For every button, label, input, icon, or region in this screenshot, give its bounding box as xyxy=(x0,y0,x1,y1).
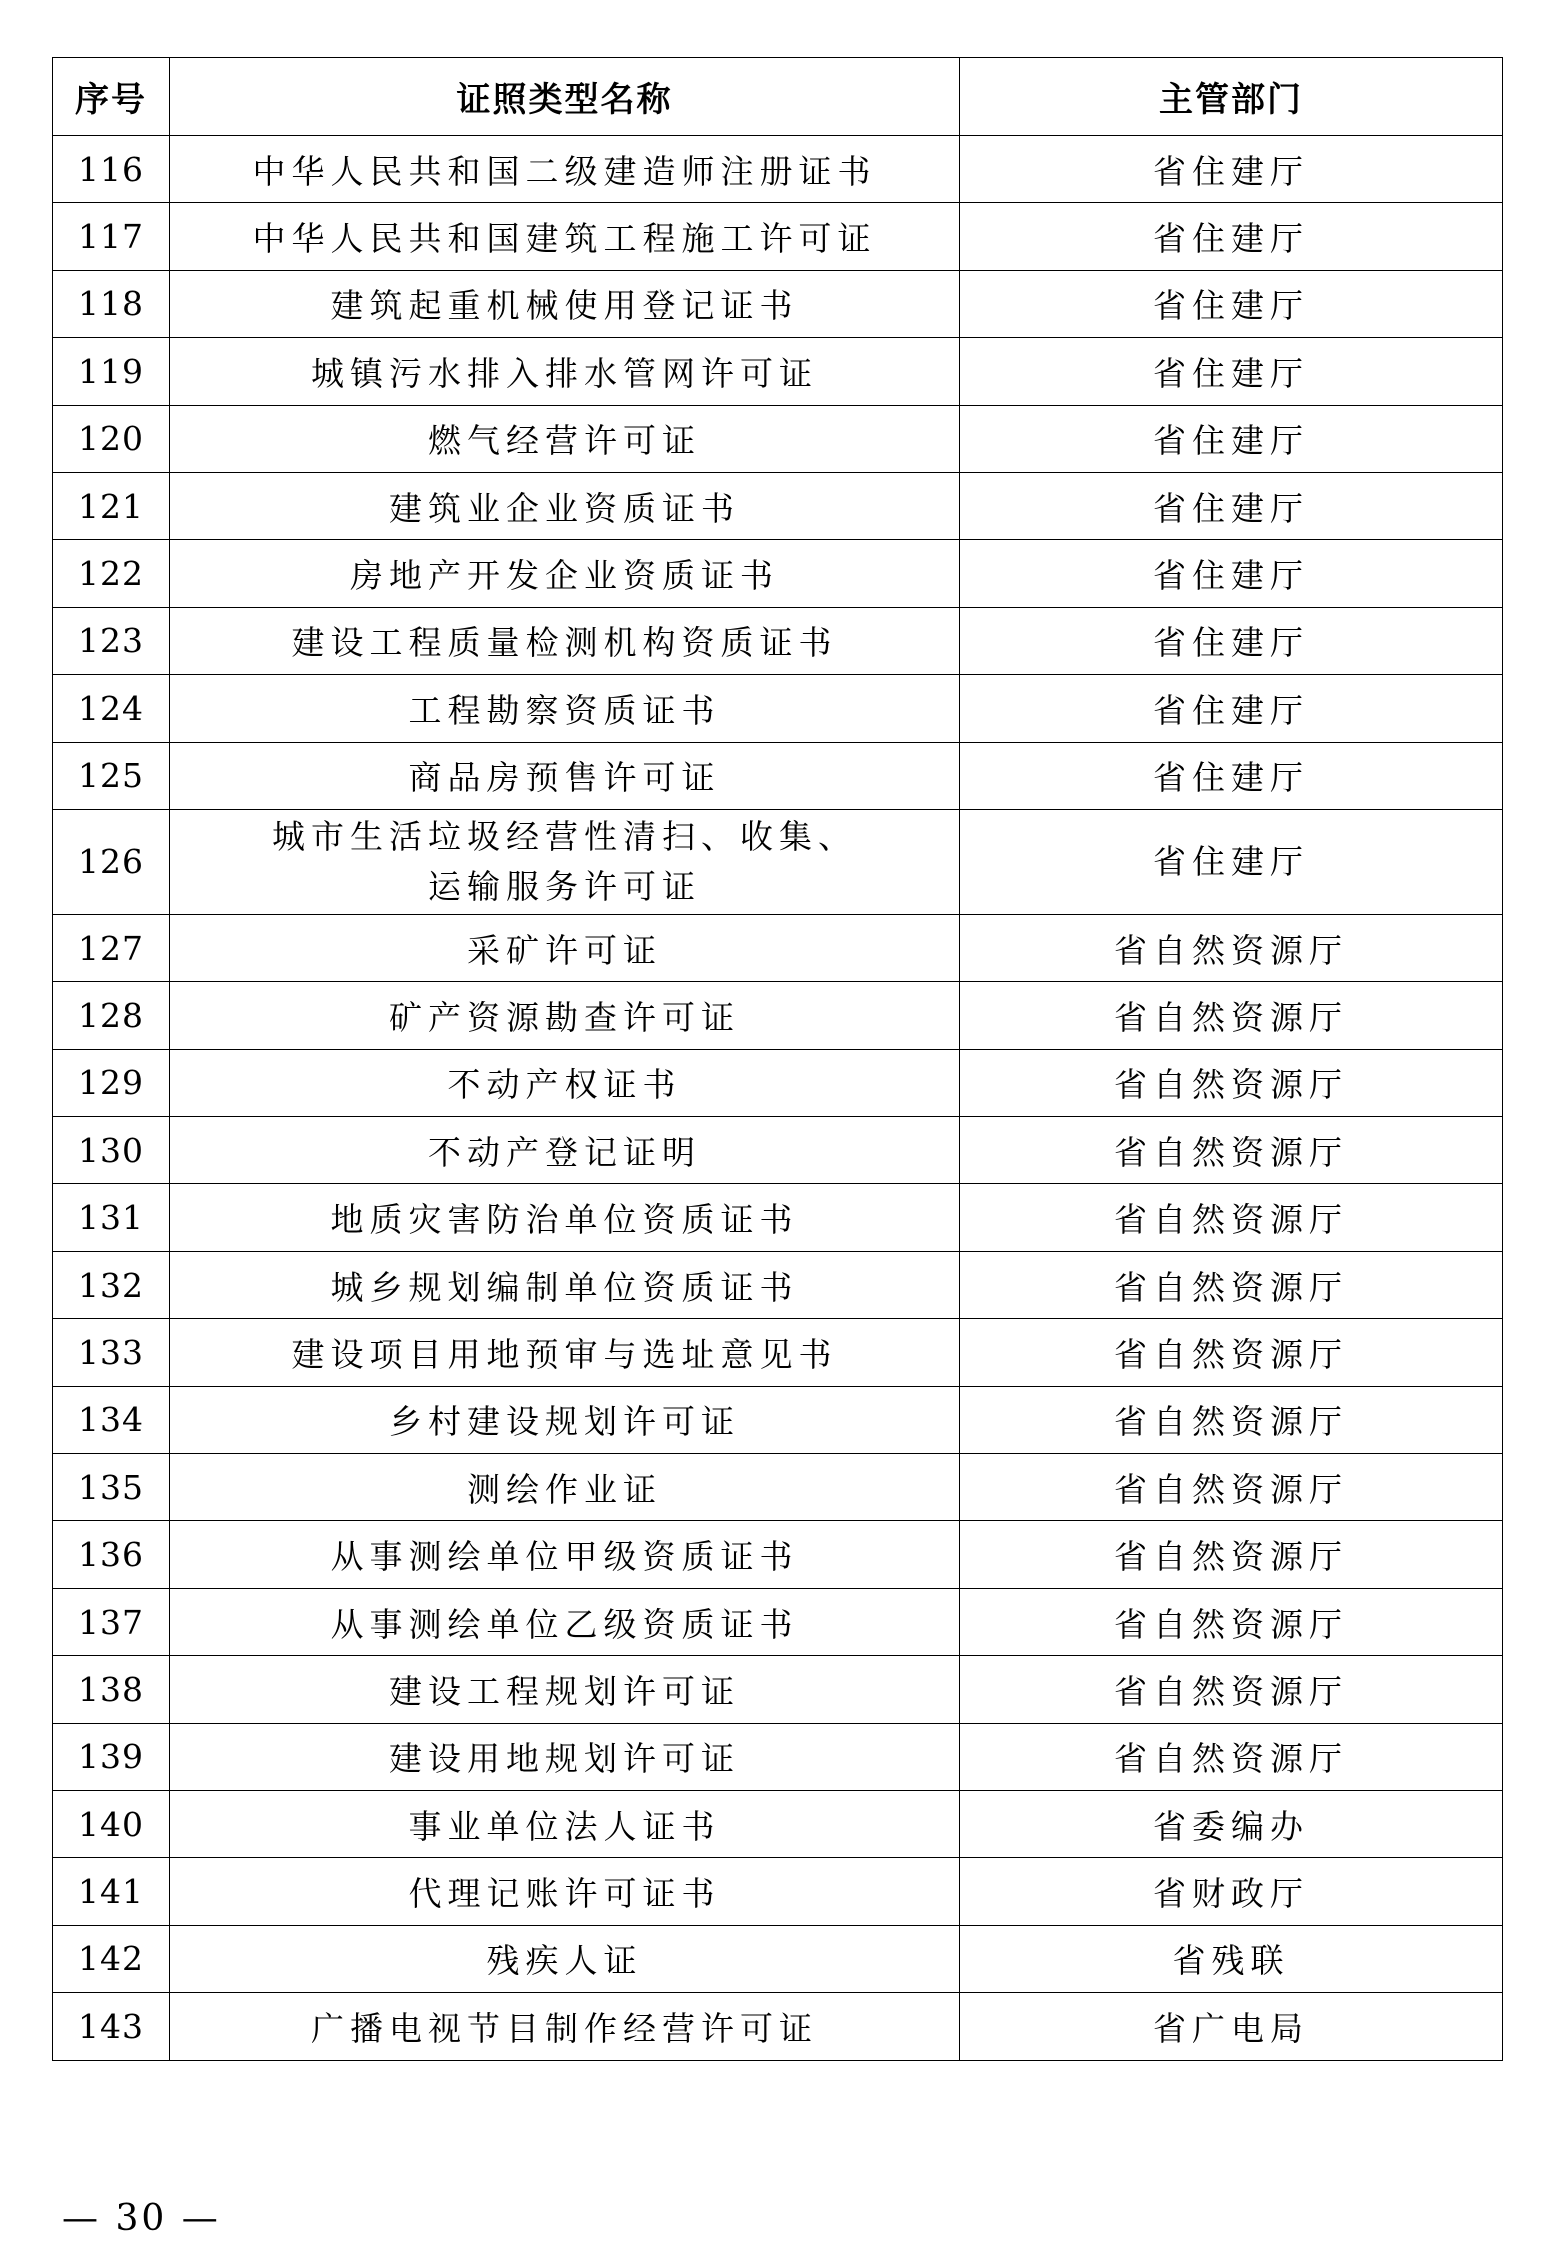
cell-certificate-name: 城镇污水排入排水管网许可证 xyxy=(170,338,960,405)
cell-serial-number: 116 xyxy=(53,136,170,203)
cell-department: 省住建厅 xyxy=(960,203,1503,270)
cell-department: 省自然资源厅 xyxy=(960,1454,1503,1521)
cell-certificate-name: 建筑业企业资质证书 xyxy=(170,472,960,539)
cell-department: 省住建厅 xyxy=(960,809,1503,914)
cell-department: 省残联 xyxy=(960,1925,1503,1992)
cell-serial-number: 143 xyxy=(53,1993,170,2060)
cell-certificate-name: 广播电视节目制作经营许可证 xyxy=(170,1993,960,2060)
table-row xyxy=(53,1386,1503,1453)
cell-serial-number: 118 xyxy=(53,270,170,337)
table-row xyxy=(53,136,1503,203)
certificate-table xyxy=(52,57,1503,2061)
cell-serial-number: 138 xyxy=(53,1656,170,1723)
table-row xyxy=(53,742,1503,809)
cell-certificate-name: 事业单位法人证书 xyxy=(170,1790,960,1857)
cell-department: 省自然资源厅 xyxy=(960,1049,1503,1116)
cell-certificate-name: 城乡规划编制单位资质证书 xyxy=(170,1251,960,1318)
cell-serial-number: 124 xyxy=(53,675,170,742)
cell-serial-number: 126 xyxy=(53,809,170,914)
cell-certificate-name: 商品房预售许可证 xyxy=(170,742,960,809)
table-row xyxy=(53,1790,1503,1857)
cell-certificate-name: 采矿许可证 xyxy=(170,914,960,981)
table-body xyxy=(53,136,1503,2061)
table-row xyxy=(53,203,1503,270)
cell-department: 省自然资源厅 xyxy=(960,1723,1503,1790)
cell-serial-number: 125 xyxy=(53,742,170,809)
cell-certificate-name: 建设工程规划许可证 xyxy=(170,1656,960,1723)
table-row xyxy=(53,1049,1503,1116)
table-row xyxy=(53,1454,1503,1521)
cell-certificate-name: 不动产权证书 xyxy=(170,1049,960,1116)
cell-department: 省住建厅 xyxy=(960,540,1503,607)
cell-certificate-name: 工程勘察资质证书 xyxy=(170,675,960,742)
cell-certificate-name: 燃气经营许可证 xyxy=(170,405,960,472)
cell-department: 省自然资源厅 xyxy=(960,1184,1503,1251)
cell-serial-number: 129 xyxy=(53,1049,170,1116)
cell-serial-number: 117 xyxy=(53,203,170,270)
header-department: 主管部门 xyxy=(960,58,1503,136)
cell-certificate-name: 从事测绘单位甲级资质证书 xyxy=(170,1521,960,1588)
table-row xyxy=(53,607,1503,674)
cell-certificate-name: 地质灾害防治单位资质证书 xyxy=(170,1184,960,1251)
table-row xyxy=(53,1319,1503,1386)
cell-certificate-name: 代理记账许可证书 xyxy=(170,1858,960,1925)
cell-certificate-name: 房地产开发企业资质证书 xyxy=(170,540,960,607)
table-row xyxy=(53,1117,1503,1184)
page-number: — 30 — xyxy=(62,2198,221,2239)
cell-serial-number: 134 xyxy=(53,1386,170,1453)
cell-serial-number: 128 xyxy=(53,982,170,1049)
cell-serial-number: 123 xyxy=(53,607,170,674)
cell-serial-number: 137 xyxy=(53,1588,170,1655)
cell-department: 省自然资源厅 xyxy=(960,1319,1503,1386)
cell-department: 省自然资源厅 xyxy=(960,1251,1503,1318)
table-row xyxy=(53,1858,1503,1925)
cell-certificate-name: 乡村建设规划许可证 xyxy=(170,1386,960,1453)
cell-department: 省自然资源厅 xyxy=(960,1386,1503,1453)
table-row xyxy=(53,540,1503,607)
cell-serial-number: 133 xyxy=(53,1319,170,1386)
cell-certificate-name xyxy=(170,809,960,914)
cell-department: 省委编办 xyxy=(960,1790,1503,1857)
cell-certificate-name: 矿产资源勘查许可证 xyxy=(170,982,960,1049)
cell-serial-number: 141 xyxy=(53,1858,170,1925)
table-row xyxy=(53,270,1503,337)
table-row xyxy=(53,1588,1503,1655)
header-certificate-name: 证照类型名称 xyxy=(170,58,960,136)
cell-serial-number: 130 xyxy=(53,1117,170,1184)
cell-serial-number: 119 xyxy=(53,338,170,405)
table-row xyxy=(53,675,1503,742)
cell-department: 省住建厅 xyxy=(960,270,1503,337)
table-row xyxy=(53,472,1503,539)
cell-department: 省住建厅 xyxy=(960,472,1503,539)
cell-department: 省自然资源厅 xyxy=(960,1588,1503,1655)
table-row xyxy=(53,1656,1503,1723)
table-row xyxy=(53,982,1503,1049)
cell-department: 省住建厅 xyxy=(960,675,1503,742)
cell-serial-number: 120 xyxy=(53,405,170,472)
cell-certificate-name: 残疾人证 xyxy=(170,1925,960,1992)
cell-serial-number: 122 xyxy=(53,540,170,607)
cell-department: 省广电局 xyxy=(960,1993,1503,2060)
cell-department: 省自然资源厅 xyxy=(960,914,1503,981)
cell-serial-number: 139 xyxy=(53,1723,170,1790)
cell-certificate-name: 建设用地规划许可证 xyxy=(170,1723,960,1790)
cell-certificate-name: 中华人民共和国建筑工程施工许可证 xyxy=(170,203,960,270)
cell-serial-number: 136 xyxy=(53,1521,170,1588)
cell-certificate-name: 从事测绘单位乙级资质证书 xyxy=(170,1588,960,1655)
cell-certificate-name: 不动产登记证明 xyxy=(170,1117,960,1184)
cell-certificate-name: 建设工程质量检测机构资质证书 xyxy=(170,607,960,674)
cell-serial-number: 142 xyxy=(53,1925,170,1992)
cell-serial-number: 135 xyxy=(53,1454,170,1521)
table-row xyxy=(53,1521,1503,1588)
table-row xyxy=(53,1925,1503,1992)
cell-department: 省自然资源厅 xyxy=(960,1656,1503,1723)
cell-department: 省住建厅 xyxy=(960,136,1503,203)
table-row xyxy=(53,1184,1503,1251)
cell-serial-number: 127 xyxy=(53,914,170,981)
table-row xyxy=(53,809,1503,914)
cell-certificate-name: 建设项目用地预审与选址意见书 xyxy=(170,1319,960,1386)
table-row xyxy=(53,1251,1503,1318)
cell-certificate-name-line1: 城市生活垃圾经营性清扫、收集、 xyxy=(272,816,857,856)
cell-serial-number: 131 xyxy=(53,1184,170,1251)
cell-serial-number: 121 xyxy=(53,472,170,539)
cell-certificate-name: 测绘作业证 xyxy=(170,1454,960,1521)
cell-certificate-name: 建筑起重机械使用登记证书 xyxy=(170,270,960,337)
cell-department: 省自然资源厅 xyxy=(960,1521,1503,1588)
cell-certificate-name: 中华人民共和国二级建造师注册证书 xyxy=(170,136,960,203)
table-row xyxy=(53,1723,1503,1790)
cell-serial-number: 132 xyxy=(53,1251,170,1318)
cell-department: 省住建厅 xyxy=(960,607,1503,674)
table-row xyxy=(53,405,1503,472)
cell-department: 省住建厅 xyxy=(960,405,1503,472)
cell-department: 省住建厅 xyxy=(960,742,1503,809)
cell-department: 省自然资源厅 xyxy=(960,1117,1503,1184)
cell-department: 省住建厅 xyxy=(960,338,1503,405)
table-header-row xyxy=(53,58,1503,136)
table-row xyxy=(53,338,1503,405)
cell-department: 省自然资源厅 xyxy=(960,982,1503,1049)
table-row xyxy=(53,914,1503,981)
table-row xyxy=(53,1993,1503,2060)
cell-department: 省财政厅 xyxy=(960,1858,1503,1925)
cell-certificate-name-line2: 运输服务许可证 xyxy=(428,866,701,906)
header-serial-number: 序号 xyxy=(53,58,170,136)
cell-serial-number: 140 xyxy=(53,1790,170,1857)
